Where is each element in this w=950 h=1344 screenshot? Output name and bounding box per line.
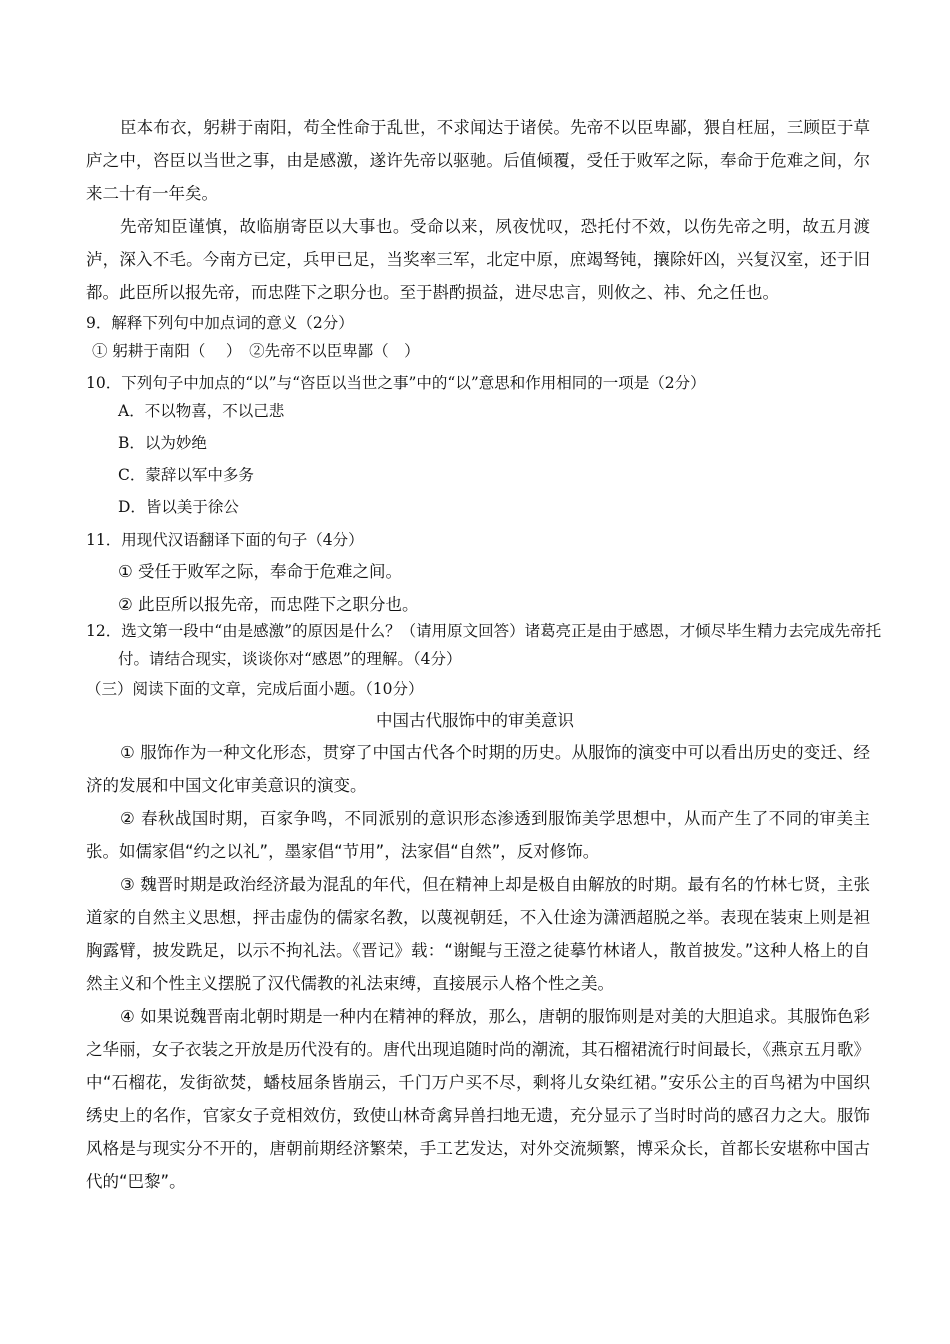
question-10-stem: 10．下列句子中加点的“以”与“咨臣以当世之事”中的“以”意思和作用相同的一项是（2分） (86, 374, 706, 392)
question-10-option-a: A．不以物喜，不以己悲 (118, 402, 285, 420)
question-11-stem: 11．用现代汉语翻译下面的句子（4分） (86, 531, 364, 549)
question-10-option-b: B．以为妙绝 (118, 434, 207, 452)
passage-paragraph-1: 臣本布衣，躬耕于南阳，苟全性命于乱世，不求闻达于诸侯。先帝不以臣卑鄙，猥自枉屈，三顾臣于草庐之中，咨臣以当世之事，由是感激，遂许先帝以驱驰。后值倾覆，受任于败军之际，奉命于危难之间，尔来二十有一年矣。 (86, 118, 870, 203)
article-title: 中国古代服饰中的审美意识 (376, 711, 574, 730)
article-paragraph-3: ③ 魏晋时期是政治经济最为混乱的年代，但在精神上却是极自由解放的时期。最有名的竹林七贤，主张道家的自然主义思想，抨击虚伪的儒家名教，以蔑视朝廷，不入仕途为潇洒超脱之举。表现在装束上则是袒胸露臂，披发跣足，以示不拘礼法。《晋记》载：“谢鲲与王澄之徒摹竹林诸人，散首披发。”这种人格上的自然主义和个性主义摆脱了汉代儒教的礼法束缚，直接展示人格个性之美。 (86, 875, 870, 993)
question-10-option-c: C．蒙辞以军中多务 (118, 466, 254, 484)
article-paragraph-2: ② 春秋战国时期，百家争鸣，不同派别的意识形态渗透到服饰美学思想中，从而产生了不同的审美主张。如儒家倡“约之以礼”，墨家倡“节用”，法家倡“自然”，反对修饰。 (86, 809, 870, 861)
question-9-items: ① 躬耕于南阳（ ） ②先帝不以臣卑鄙（ ） (92, 342, 420, 360)
question-11-sentence-1: ① 受任于败军之际，奉命于危难之间。 (118, 562, 403, 581)
question-12: 12．选文第一段中“由是感激”的原因是什么？（请用原文回答）诸葛亮正是由于感恩，才倾尽毕生精力去完成先帝托付。请结合现实，谈谈你对“感恩”的理解。（4分） (86, 622, 882, 668)
passage-paragraph-2: 先帝知臣谨慎，故临崩寄臣以大事也。受命以来，夙夜忧叹，恐托付不效，以伤先帝之明，故五月渡泸，深入不毛。今南方已定，兵甲已足，当奖率三军，北定中原，庶竭驽钝，攘除奸凶，兴复汉室，还于旧都。此臣所以报先帝，而忠陛下之职分也。至于斟酌损益，进尽忠言，则攸之、祎、允之任也。 (86, 217, 870, 302)
section-3-heading: （三）阅读下面的文章，完成后面小题。（10分） (86, 680, 424, 698)
article-paragraph-4: ④ 如果说魏晋南北朝时期是一种内在精神的释放，那么，唐朝的服饰则是对美的大胆追求。其服饰色彩之华丽，女子衣装之开放是历代没有的。唐代出现追随时尚的潮流，其石榴裙流行时间最长，《燕京五月歌》中“石榴花，发街欲焚，蟠枝屈条皆崩云，千门万户买不尽，剩将儿女染红裙。”安乐公主的百鸟裙为中国织绣史上的名作，官家女子竞相效仿，致使山林奇禽异兽扫地无遗，充分显示了当时时尚的感召力之大。服饰风格是与现实分不开的，唐朝前期经济繁荣，手工艺发达，对外交流频繁，博采众长，首都长安堪称中国古代的“巴黎”。 (86, 1007, 870, 1191)
question-9-stem: 9．解释下列句中加点词的意义（2分） (86, 314, 354, 332)
question-10-option-d: D．皆以美于徐公 (118, 498, 239, 516)
article-paragraph-1: ① 服饰作为一种文化形态，贯穿了中国古代各个时期的历史。从服饰的演变中可以看出历史的变迁、经济的发展和中国文化审美意识的演变。 (86, 743, 870, 795)
question-11-sentence-2: ② 此臣所以报先帝，而忠陛下之职分也。 (118, 595, 419, 614)
